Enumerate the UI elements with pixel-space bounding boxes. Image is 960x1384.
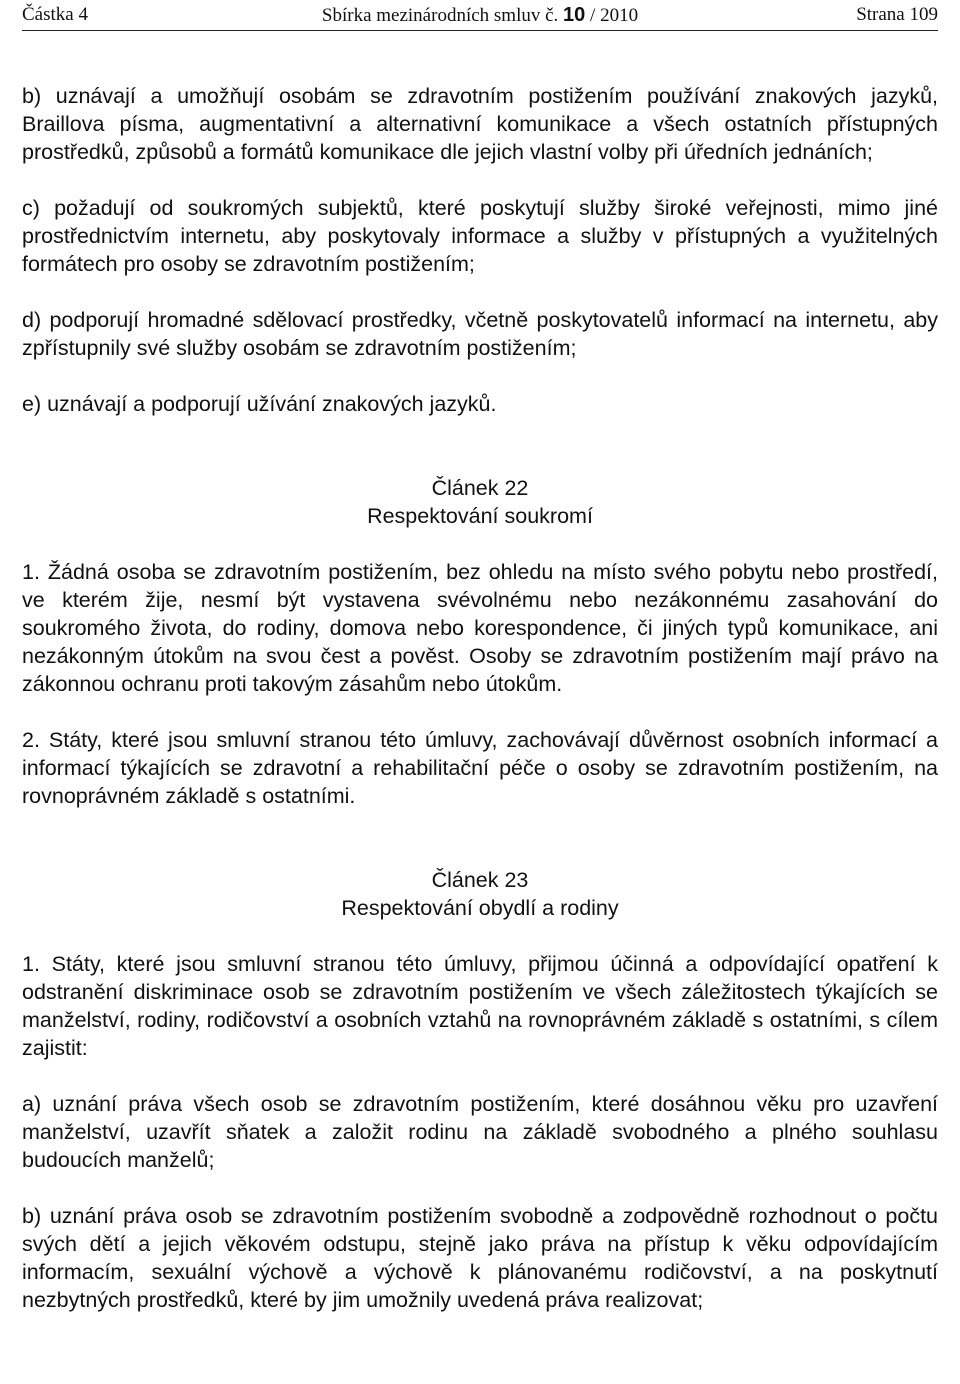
article-22-number: Článek 22 xyxy=(431,476,529,500)
article-22-paragraph-2: 2. Státy, které jsou smluvní stranou této úmluvy, zachovávají důvěrnost osobních informací a informací týkajících se zdravotní a rehabilitační péče o osoby se zdravotním postižením, na rovnoprávném základě s ostatními. xyxy=(22,728,938,808)
header-issue-part: Částka 4 xyxy=(22,4,88,25)
article-22-paragraph-1: 1. Žádná osoba se zdravotním postižením, bez ohledu na místo svého pobytu nebo prostředí, ve kterém žije, nesmí být vystavena svévolnému nebo nezákonnému zasahování do soukromého života, do rodiny, domova nebo korespondence, či jiných typů komunikace, ani nezákonným útokům na svou čest a pověst. Osoby se zdravotním postižením mají právo na zákonnou ochranu proti takovým zásahům nebo útokům. xyxy=(22,560,938,696)
header-collection-year: / 2010 xyxy=(585,5,639,26)
page-content xyxy=(22,82,938,1314)
header-collection-number: 10 xyxy=(563,4,586,26)
header-page-number: Strana 109 xyxy=(856,4,938,25)
article-23-item-a: a) uznání práva všech osob se zdravotním postižením, které dosáhnou věku pro uzavření manželství, uzavřít sňatek a založit rodinu na základě svobodného a plného souhlasu budoucích manželů; xyxy=(22,1092,938,1172)
header-collection-prefix: Sbírka mezinárodních smluv č. xyxy=(321,5,564,26)
article-23-paragraph-1: 1. Státy, které jsou smluvní stranou této úmluvy, přijmou účinná a odpovídající opatření k odstranění diskriminace osob se zdravotním postižením ve všech záležitostech týkajících se manželství, rodiny, rodičovství a osobních vztahů na rovnoprávném základě s ostatními, s cílem zajistit: xyxy=(22,952,938,1060)
paragraph-e: e) uznávají a podporují užívání znakových jazyků. xyxy=(22,392,497,416)
article-23-number: Článek 23 xyxy=(431,868,529,892)
paragraph-c: c) požadují od soukromých subjektů, které poskytují služby široké veřejnosti, mimo jiné prostřednictvím internetu, aby poskytovaly informace a služby v přístupných a využitelných formátech pro osoby se zdravotním postižením; xyxy=(22,196,938,276)
article-22-title: Respektování soukromí xyxy=(367,504,593,528)
article-23-item-b: b) uznání práva osob se zdravotním postižením svobodně a zodpovědně rozhodnout o počtu svých dětí a jejich věkovém odstupu, stejně jako práva na přístup k věku odpovídajícím informacím, sexuální výchově a výchově k plánovanému rodičovství, a na poskytnutí nezbytných prostředků, které by jim umožnily uvedená práva realizovat; xyxy=(22,1204,938,1312)
article-23-title: Respektování obydlí a rodiny xyxy=(341,896,619,920)
paragraph-b: b) uznávají a umožňují osobám se zdravotním postižením používání znakových jazyků, Braillova písma, augmentativní a alternativní komunikace a všech ostatních přístupných prostředků, způsobů a formátů komunikace dle jejich vlastní volby při úředních jednáních; xyxy=(22,84,938,164)
header-collection xyxy=(22,0,938,31)
page-header xyxy=(22,0,938,31)
paragraph-d: d) podporují hromadné sdělovací prostředky, včetně poskytovatelů informací na internetu, aby zpřístupnily své služby osobám se zdravotním postižením; xyxy=(22,308,938,360)
